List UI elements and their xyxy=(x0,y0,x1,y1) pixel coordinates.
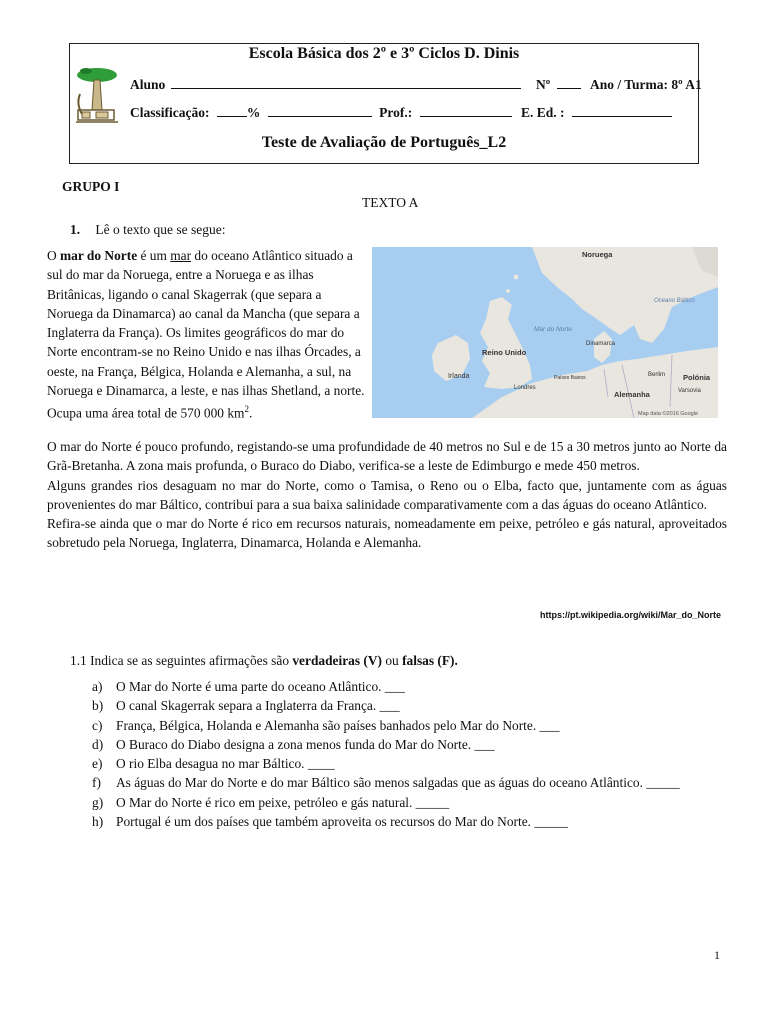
classification-row xyxy=(130,105,672,121)
question-intro xyxy=(70,653,458,669)
eed-field[interactable] xyxy=(572,105,672,117)
item-text[interactable]: O Buraco do Diabo designa a zona menos funda do Mar do Norte. ___ xyxy=(116,736,495,752)
map-label-noruega: Noruega xyxy=(582,250,613,259)
item-letter: b) xyxy=(92,698,104,714)
passage-text: do oceano Atlântico situado a sul do mar da Noruega, entre a Noruega e as ilhas Britânicas, ligando o canal Skagerrak (que separa a Noruega da Dinamarca) ao canal da Mancha (que separa a Inglaterra da França). Os limites geográficos do mar do Norte encontram-se no Reino Unido e nas ilhas Órcades, a oeste, na França, Bélgica, Holanda e Alemanha, a sul, na Noruega e Dinamarca, a leste, e nas ilhas Shetland, a norte. Ocupa uma área total de 570 000 km xyxy=(47,248,365,421)
map-label-dinamarca: Dinamarca xyxy=(586,341,616,347)
item-text[interactable]: O rio Elba desagua no mar Báltico. ____ xyxy=(116,756,335,772)
item-text[interactable]: França, Bélgica, Holanda e Alemanha são países banhados pelo Mar do Norte. ___ xyxy=(116,717,560,733)
classificacao-field[interactable] xyxy=(217,105,247,117)
item-letter: h) xyxy=(92,814,104,830)
question-item xyxy=(92,773,724,792)
numero-label: Nº xyxy=(536,77,551,92)
test-title: Teste de Avaliação de Português_L2 xyxy=(261,134,507,151)
map-copyright: Map data ©2016 Google xyxy=(638,411,699,417)
question-item xyxy=(92,754,724,773)
prof-label: Prof.: xyxy=(379,105,413,120)
passage-paragraph-4: Refira-se ainda que o mar do Norte é rico em recursos naturais, nomeadamente em peixe, petróleo e gás natural, aproveitados sobretudo pela Noruega, Inglaterra, Dinamarca, Holanda e Alemanha. xyxy=(47,516,727,551)
passage-paragraph-2: O mar do Norte é pouco profundo, registando-se uma profundidade de 40 metros no Sul e de 15 a 30 metros junto ao Norte da Grã-Bretanha. A zona mais profunda, o Buraco do Diabo, verifica-se a leste de Edimburgo e mede 450 metros. xyxy=(47,439,727,474)
item-text[interactable]: O Mar do Norte é uma parte do oceano Atlântico. ___ xyxy=(116,679,405,694)
map-label-oceano-baltico: Oceano Báltico xyxy=(654,298,695,304)
numero-field[interactable] xyxy=(557,77,581,89)
item-letter: g) xyxy=(92,794,104,810)
north-sea-map xyxy=(372,247,718,418)
classificacao-label: Classificação: xyxy=(130,105,210,120)
question-item xyxy=(92,735,724,754)
question-intro-text: ou xyxy=(381,653,403,668)
question-item xyxy=(92,696,724,715)
text-heading: TEXTO A xyxy=(362,195,419,210)
passage-bold-term: mar do Norte xyxy=(60,248,138,263)
header-box xyxy=(69,43,702,164)
passage-continuation xyxy=(47,437,727,553)
item-text[interactable]: Portugal é um dos países que também aproveita os recursos do Mar do Norte. _____ xyxy=(116,814,568,830)
map-label-berlim: Berlim xyxy=(648,372,666,378)
instruction-text: Lê o texto que se segue: xyxy=(95,222,226,237)
source-link[interactable]: https://pt.wikipedia.org/wiki/Mar_do_Norte xyxy=(539,610,721,620)
question-item xyxy=(92,677,724,696)
classificacao-text-field[interactable] xyxy=(268,105,372,117)
instruction-line xyxy=(70,222,225,238)
passage-paragraph-3: Alguns grandes rios desaguam no mar do Norte, como o Tamisa, o Reno ou o Elba, facto que, juntamente com as águas provenientes do mar Báltico, contribui para a sua baixa salinidade comparativamente com a das águas do oceano Atlântico. xyxy=(47,477,727,512)
question-list xyxy=(92,677,724,831)
map-label-varsovia: Varsovia xyxy=(678,388,701,394)
item-text[interactable]: As águas do Mar do Norte e do mar Báltico são menos salgadas que as águas do oceano Atlântico. _____ xyxy=(116,775,680,791)
item-letter: e) xyxy=(92,756,103,772)
question-item xyxy=(92,716,724,735)
item-letter: d) xyxy=(92,736,104,752)
ano-turma: Ano / Turma: 8º A1 xyxy=(590,77,702,92)
item-letter: c) xyxy=(92,717,103,733)
prof-field[interactable] xyxy=(420,105,512,117)
map-label-mar-do-norte: Mar do Norte xyxy=(534,326,572,333)
instruction-number: 1. xyxy=(70,222,81,237)
item-letter: a) xyxy=(92,679,103,694)
map-label-alemanha: Alemanha xyxy=(614,390,650,399)
student-row xyxy=(130,77,702,93)
passage-text: . xyxy=(248,405,253,421)
passage-text: é um xyxy=(137,248,171,263)
school-name: Escola Básica dos 2º e 3º Ciclos D. Dinis xyxy=(248,45,520,62)
question-item xyxy=(92,793,724,812)
question-intro-text: 1.1 Indica se as seguintes afirmações são xyxy=(70,653,293,668)
superscript: 2 xyxy=(244,404,249,415)
passage-paragraph-1 xyxy=(47,246,367,423)
item-letter: f) xyxy=(92,775,101,791)
passage-link[interactable]: mar xyxy=(170,248,192,263)
question-false-label: falsas (F). xyxy=(402,653,458,668)
item-text[interactable]: O canal Skagerrak separa a Inglaterra da França. ___ xyxy=(116,698,400,714)
passage-text: O xyxy=(47,248,61,263)
item-text[interactable]: O Mar do Norte é rico em peixe, petróleo e gás natural. _____ xyxy=(116,794,450,810)
map-label-londres: Londres xyxy=(514,385,536,391)
map-label-reino-unido: Reino Unido xyxy=(482,348,527,357)
aluno-label: Aluno xyxy=(130,77,166,92)
aluno-field[interactable] xyxy=(171,77,521,89)
map-label-irlanda: Irlanda xyxy=(448,373,470,380)
group-heading: GRUPO I xyxy=(62,179,120,194)
question-item xyxy=(92,812,724,831)
page-number: 1 xyxy=(714,948,720,962)
question-true-label: verdadeiras (V) xyxy=(292,653,382,668)
map-label-polonia: Polónia xyxy=(683,373,711,382)
school-logo-icon xyxy=(72,64,122,128)
map-label-paises-baixos: Países Baixos xyxy=(554,375,586,381)
eed-label: E. Ed. : xyxy=(520,105,565,120)
percent-sign: % xyxy=(246,105,261,120)
